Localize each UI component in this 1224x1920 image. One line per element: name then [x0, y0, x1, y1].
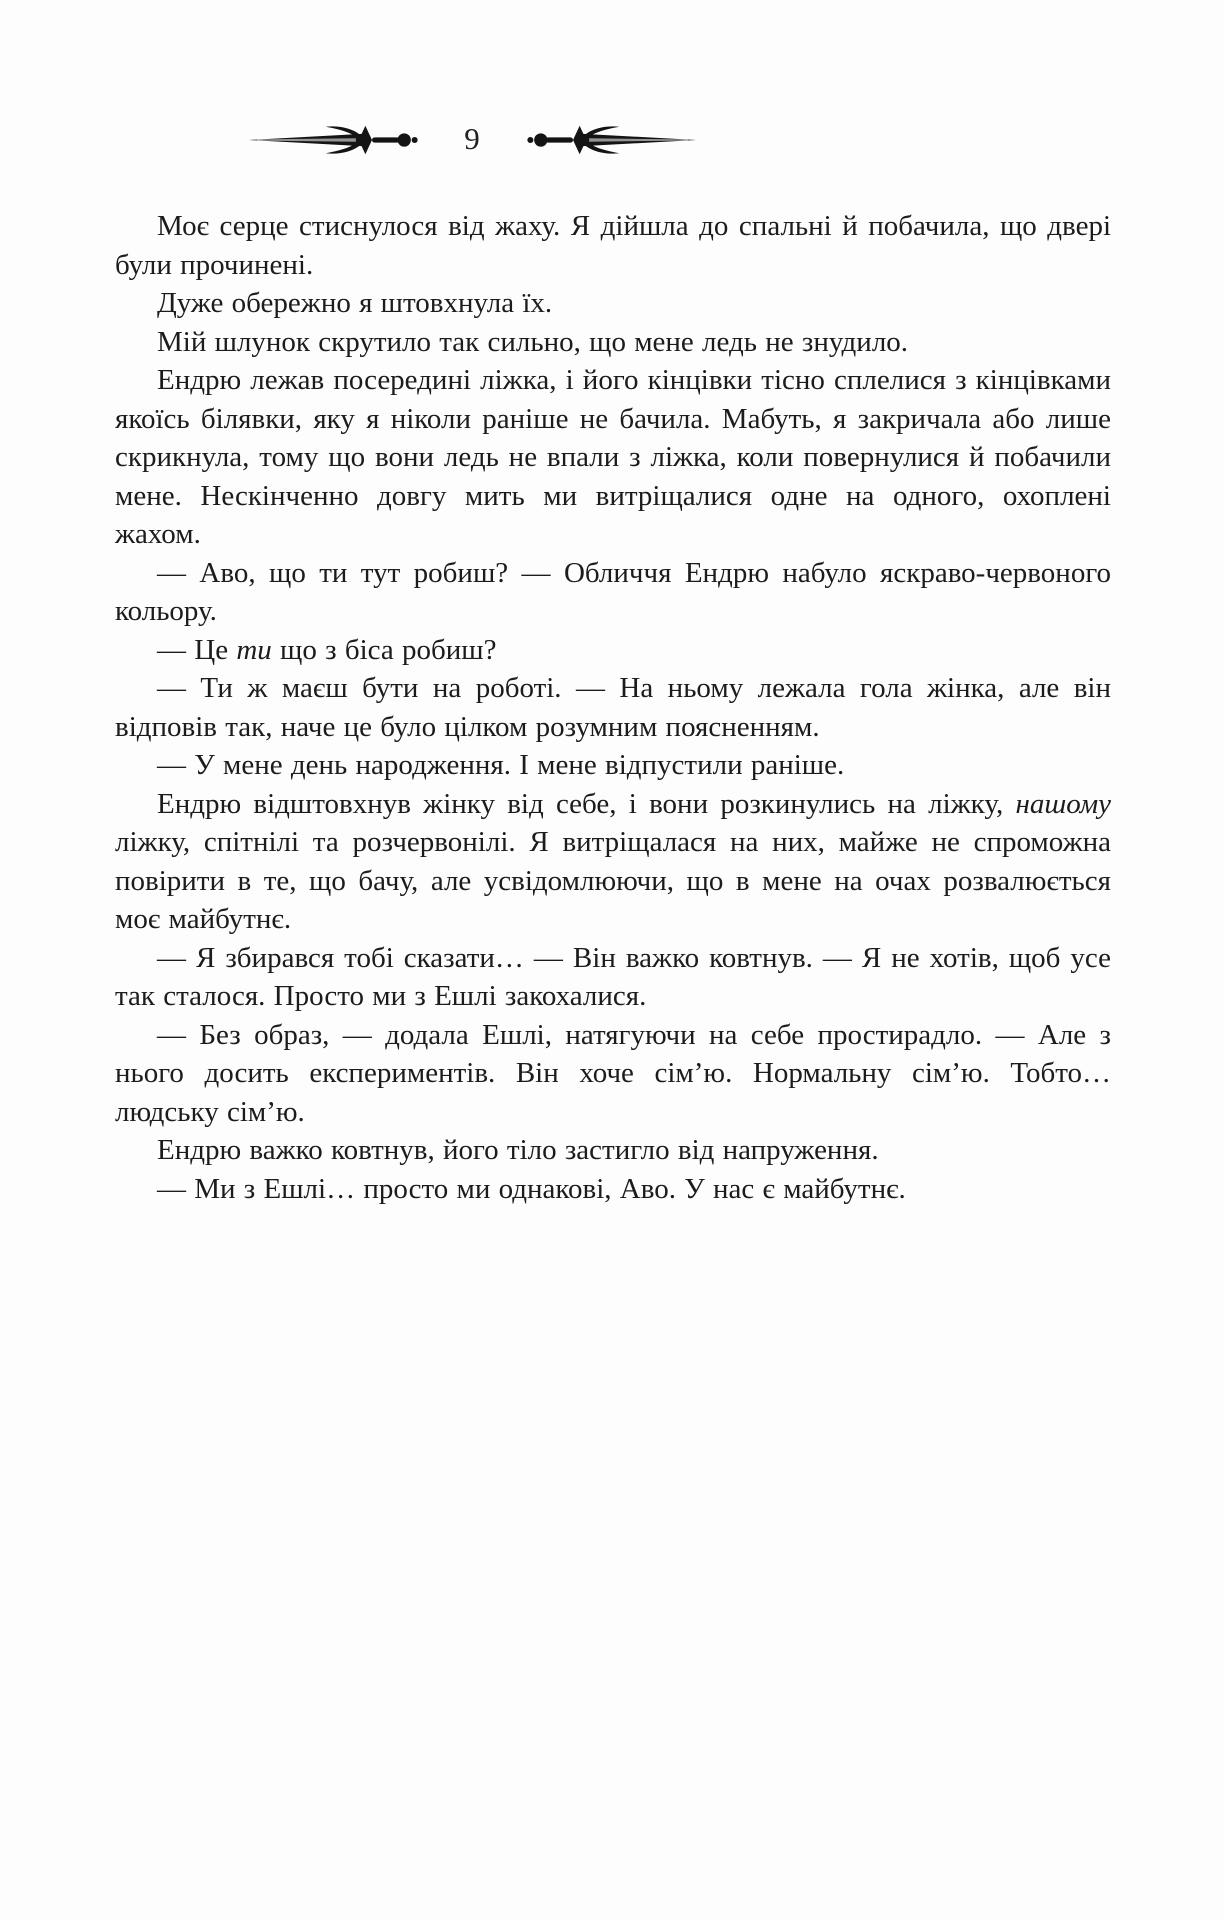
text-segment: що з біса робиш?	[271, 633, 497, 666]
page-number: 9	[464, 120, 481, 156]
text-segment: Ендрю лежав посередині ліжка, і його кінцівки тісно сплелися з кінцівками якоїсь білявки, яку я ніколи раніше не бачила. Мабуть, я закричала або лише скрикнула, тому що вони ледь не впали з ліжка, коли повернулися й побачили мене. Нескінченно довгу мить ми витріщалися одне на одного, охоплені жахом.	[115, 364, 1111, 550]
page-header	[250, 116, 695, 164]
paragraph	[115, 323, 1111, 362]
text-segment: — Без образ, — додала Ешлі, натягуючи на себе простирадло. — Але з нього досить експериментів. Він хоче сім’ю. Нормальну сім’ю. Тобто… людську сім’ю.	[115, 1018, 1111, 1128]
text-segment: — Аво, що ти тут робиш? — Обличчя Ендрю набуло яскраво-червоного кольору.	[115, 556, 1111, 627]
paragraph	[115, 207, 1111, 284]
sword-ornament-left-icon	[246, 119, 426, 161]
italic-text-segment: нашому	[1015, 787, 1111, 820]
paragraph	[115, 1016, 1111, 1132]
text-segment: Дуже обережно я штовхнула їх.	[157, 287, 553, 319]
page-body	[115, 207, 1111, 1208]
paragraph	[115, 284, 1111, 323]
paragraph	[115, 361, 1111, 554]
paragraph	[115, 631, 1111, 670]
paragraph	[115, 746, 1111, 785]
text-segment: Ендрю відштовхнув жінку від себе, і вони розкинулись на ліжку,	[157, 787, 1016, 820]
text-segment: — Ти ж маєш бути на роботі. — На ньому лежала гола жінка, але він відповів так, наче це було цілком розумним поясненням.	[115, 672, 1111, 743]
sword-ornament-right-icon	[519, 119, 699, 161]
text-segment: ліжку, спітнілі та розчервонілі. Я витріщалася на них, майже не спроможна повірити в те, що бачу, але усвідомлюючи, що в мене на очах розвалюється моє майбутнє.	[115, 826, 1111, 935]
paragraph	[115, 1131, 1111, 1170]
paragraph	[115, 554, 1111, 631]
text-segment: — Я збирався тобі сказати… — Він важко ковтнув. — Я не хотів, щоб усе так сталося. Просто ми з Ешлі закохалися.	[115, 941, 1111, 1012]
text-segment: — Це	[157, 633, 237, 666]
text-segment: — Ми з Ешлі… просто ми однакові, Аво. У нас є майбутнє.	[157, 1172, 906, 1205]
paragraph	[115, 669, 1111, 746]
italic-text-segment: ти	[236, 633, 272, 666]
text-segment: Мій шлунок скрутило так сильно, що мене ледь не знудило.	[157, 325, 909, 358]
paragraph	[115, 1170, 1111, 1209]
text-segment: — У мене день народження. І мене відпустили раніше.	[157, 749, 845, 781]
text-segment: Ендрю важко ковтнув, його тіло застигло від напруження.	[157, 1134, 879, 1166]
text-segment: Моє серце стиснулося від жаху. Я дійшла до спальні й побачила, що двері були прочинені.	[115, 210, 1111, 281]
paragraph	[115, 939, 1111, 1016]
paragraph	[115, 785, 1111, 939]
